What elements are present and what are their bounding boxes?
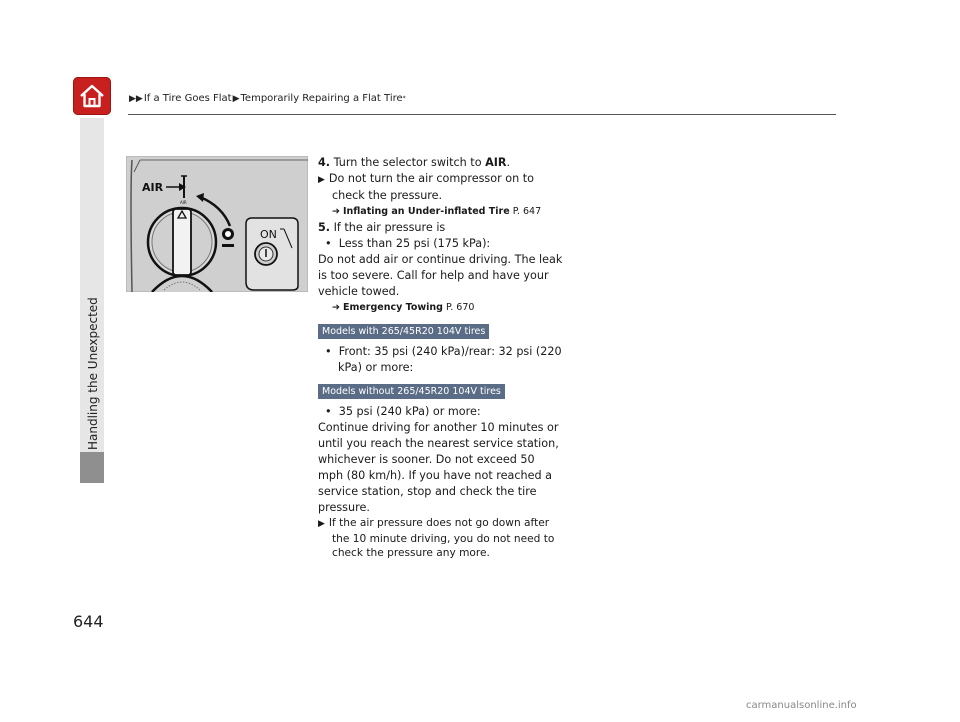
asterisk-mark: * xyxy=(402,95,406,102)
xref-icon: ➔ xyxy=(332,206,340,217)
bullet-front-rear: • Front: 35 psi (240 kPa)/rear: 32 psi (220 kPa) or more: xyxy=(325,345,562,374)
xref-icon: ➔ xyxy=(332,302,340,313)
step-5-number: 5. xyxy=(318,221,331,234)
breadcrumb-item-flat-tire[interactable]: If a Tire Goes Flat xyxy=(143,93,232,104)
instructions xyxy=(318,155,563,561)
bullet-under-25psi: • Less than 25 psi (175 kPa): xyxy=(325,237,491,250)
pressure-note: ▶ If the air pressure does not go down after the 10 minute driving, you do not need to check the pressure any more. xyxy=(318,517,555,559)
xref-towing[interactable]: ➔ Emergency Towing P. 670 xyxy=(332,302,475,313)
chapter-label: Handling the Unexpected xyxy=(86,297,100,450)
step-5-text: If the air pressure is xyxy=(333,221,446,234)
step-4-term: AIR xyxy=(485,156,507,169)
chapter-tab[interactable] xyxy=(80,452,104,483)
watermark: carmanualsonline.info xyxy=(746,700,857,711)
step-4-end: . xyxy=(506,156,511,169)
step-4-note: ▶ Do not turn the air compressor on to check the pressure. xyxy=(318,172,534,202)
model-badge-without: Models without 265/45R20 104V tires xyxy=(318,384,505,399)
triangle-right-icon: ▶ xyxy=(318,175,325,185)
step-4-text: Turn the selector switch to xyxy=(333,156,486,169)
home-button[interactable] xyxy=(73,77,111,115)
home-icon xyxy=(78,82,106,110)
step-4 xyxy=(318,155,563,171)
air-label: AIR xyxy=(142,181,164,194)
bullet-35psi: • 35 psi (240 kPa) or more: xyxy=(325,405,481,418)
header-divider xyxy=(128,114,836,115)
breadcrumb xyxy=(128,93,406,104)
step-5 xyxy=(318,220,563,236)
bullet-icon: • xyxy=(325,345,339,358)
knob-air-mark: AIR xyxy=(180,200,187,205)
breadcrumb-item-repair[interactable]: Temporarily Repairing a Flat Tire xyxy=(240,93,403,104)
selector-switch-illustration xyxy=(126,156,308,292)
chevron-right-icon: ▶ xyxy=(232,93,240,104)
bullet-icon: • xyxy=(325,405,339,418)
on-label: ON xyxy=(260,228,277,241)
triangle-right-icon: ▶ xyxy=(318,519,325,529)
model-badge-with: Models with 265/45R20 104V tires xyxy=(318,324,489,339)
xref-inflating[interactable]: ➔ Inflating an Under-inflated Tire P. 647 xyxy=(332,206,542,217)
leak-severe-text: Do not add air or continue driving. The leak is too severe. Call for help and have your vehicle towed. xyxy=(318,253,563,298)
page-number: 644 xyxy=(73,612,104,631)
chevron-right-icon: ▶▶ xyxy=(129,93,143,104)
bullet-icon: • xyxy=(325,237,339,250)
continue-driving-text: Continue driving for another 10 minutes or until you reach the nearest service station, whichever is sooner. Do not exceed 50 mph (80 km/h). If you have not reached a service station, stop and check the tire pressure. xyxy=(318,421,559,514)
step-4-number: 4. xyxy=(318,156,331,169)
